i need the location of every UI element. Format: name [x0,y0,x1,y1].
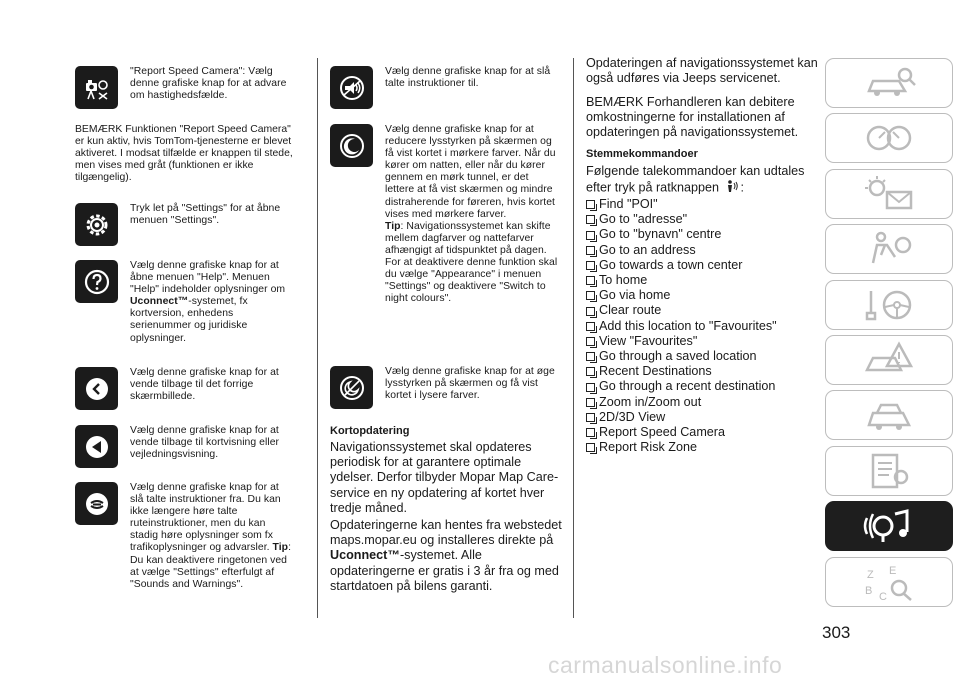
checkbox-bullet-icon [586,276,595,285]
gear-icon [75,203,118,246]
voice-commands-intro-colon: : [740,180,745,195]
voice-command-label: Go to "adresse" [599,212,688,227]
voice-command-item [586,395,818,410]
voice-command-item [586,212,818,227]
voice-command-label: Add this location to "Favourites" [599,318,777,333]
report-speed-camera-note: BEMÆRK Funktionen "Report Speed Camera" er kun aktiv, hvis TomTom-tjenesterne er blevet aktiveret. I modsat tilfælde er knappen til stede, men vises med gråt (funktionen er ikke tilgængelig). [75,124,293,184]
index-icon [859,562,919,602]
voice-command-label: Go via home [599,288,671,303]
voice-command-label: Zoom in/Zoom out [599,394,702,409]
voice-command-label: Find "POI" [599,197,658,211]
voice-button-icon [725,179,739,197]
voice-command-item [586,425,818,440]
voice-command-label: Report Risk Zone [599,440,697,455]
airbag-safety-icon [859,229,919,269]
checkbox-bullet-icon [586,231,595,240]
car-dashboard-icon [859,118,919,158]
page-number: 303 [822,623,851,642]
voice-command-item [586,258,818,273]
checkbox-bullet-icon [586,215,595,224]
voice-command-label: Go to "bynavn" centre [599,227,722,242]
back-arrow-icon [75,367,118,410]
specifications-icon [859,451,919,491]
checkbox-bullet-icon [586,200,595,209]
warning-lights-icon [859,174,919,214]
voice-command-label: Go towards a town center [599,257,743,272]
voice-command-item [586,303,818,318]
voice-command-item [586,440,818,455]
svg-text:E: E [889,564,897,577]
chapter-tab-emergency[interactable] [825,335,953,385]
checkbox-bullet-icon [586,352,595,361]
settings-block [75,203,295,246]
column-divider-2 [573,58,574,618]
settings-text: Tryk let på "Settings" for at åbne menuen "Settings". [130,203,281,227]
voice-command-item [586,227,818,242]
report-speed-camera-block [75,66,295,109]
moon-icon [330,124,373,167]
checkbox-bullet-icon [586,383,595,392]
voice-command-label: Clear route [599,303,662,318]
dealer-note: BEMÆRK Forhandleren kan debitere omkostningerne for installationen af opdateringen på navigationssystemet. [586,95,799,140]
chapter-tab-car-dashboard[interactable] [825,113,953,163]
voice-on-icon [330,66,373,109]
car-info-icon [859,63,919,103]
chapter-tab-specifications[interactable] [825,446,953,496]
watermark: carmanualsonline.info [548,652,783,678]
mute-tip-label: Tip [272,542,289,554]
voice-command-label: Go through a recent destination [599,379,776,394]
service-paragraph: Opdateringen af navigationssystemet kan også udføres via Jeeps servicenet. [586,56,818,86]
map-update-heading: Kortopdatering [330,425,410,437]
mute-text-part1: Vælg denne grafiske knap for at slå talte instruktioner fra. Du kan ikke længere høre talte ruteinstruktioner, men du kan stadig høre oplysninger som fx trafikoplysninger og advarsler. [130,482,281,554]
chapter-tab-airbag-safety[interactable] [825,224,953,274]
svg-text:C: C [879,590,887,602]
voice-command-item [586,288,818,303]
checkbox-bullet-icon [586,246,595,255]
voice-command-item [586,197,818,212]
chapter-tab-multimedia[interactable] [825,501,953,551]
svg-text:B: B [865,584,873,597]
night-mode-block [330,124,560,305]
svg-text:Z: Z [867,568,874,581]
voice-command-label: Recent Destinations [599,364,712,379]
day-mode-block [330,366,560,409]
voice-commands-intro [586,164,818,197]
column-divider-1 [317,58,318,618]
voice-commands-heading: Stemmekommandoer [586,148,698,160]
help-text [130,260,295,345]
mute-voice-icon [75,482,118,525]
night-mode-text-part2: : Navigationssystemet kan skifte mellem dagfarver og nattefarver afhængigt af tidspunktet på dagen. For at deaktivere denne funktion skal du vælge "Appearance" i menuen "Settings" og deaktivere "Switch to night colours". [385,220,558,305]
night-mode-text [385,124,560,305]
chapter-tab-steering-key[interactable] [825,280,953,330]
voice-command-item [586,243,818,258]
chapter-tab-car-maintenance[interactable] [825,390,953,440]
emergency-icon [859,340,919,380]
chapter-tab-car-info[interactable] [825,58,953,108]
help-brand: Uconnect™ [130,296,189,308]
night-mode-text-part1: Vælg denne grafiske knap for at reducere lysstyrken på skærmen og få vist kortet i mørkere farver. Når du kører om natten, eller når du kører gennem en mørk tunnel, er det lettere at få vist skærmen og mindre distraherende for føreren, hvis kortet vises med mørkere farver. [385,124,556,220]
voice-command-list [586,197,818,455]
back-previous-block [75,367,295,410]
night-tip-label: Tip [385,220,401,232]
back-map-text: Vælg denne grafiske knap for at vende tilbage til kortvisning eller vejledningsvisning. [130,425,280,461]
day-mode-text: Vælg denne grafiske knap for at øge lysstyrken på skærmen og få vist kortet i lysere farver. [385,366,555,402]
mute-text-part2: : Du kan deaktivere ringetonen ved at vælge "Settings" efterfulgt af "Sounds and Warnings". [130,542,292,590]
checkbox-bullet-icon [586,428,595,437]
unmute-text: Vælg denne grafiske knap for at slå talte instruktioner til. [385,66,551,90]
voice-command-item [586,334,818,349]
voice-command-label: Report Speed Camera [599,425,726,440]
help-icon [75,260,118,303]
mute-text [130,482,295,591]
back-previous-text: Vælg denne grafiske knap for at vende tilbage til det forrige skærmbillede. [130,367,279,403]
unmute-block [330,66,560,109]
help-text-part2: -systemet, fx kortversion, enhedens serienummer og juridiske oplysninger. [130,296,248,344]
checkbox-bullet-icon [586,443,595,452]
day-mode-icon [330,366,373,409]
back-map-block [75,425,295,468]
map-update-paragraph-2-part1: Opdateringerne kan hentes fra webstedet maps.mopar.eu og installeres direkte på [330,518,562,548]
map-update-paragraph-1: Navigationssystemet skal opdateres periodisk for at garantere optimale ydelser. Derfor tilbyder Mopar Map Care-service en ny opdatering af kortet hver tredje måned. [330,440,559,515]
steering-key-icon [859,285,919,325]
voice-command-item [586,379,818,394]
chapter-tab-index[interactable] [825,557,953,607]
map-update-paragraph-2-part2: -systemet. Alle opdateringerne er gratis i 3 år fra og med startdatoen på bilens garanti. [330,548,559,593]
voice-commands-intro-text: Følgende talekommandoer kan udtales efter tryk på ratknappen [586,164,805,195]
voice-command-item [586,319,818,334]
voice-command-label: To home [599,273,648,288]
checkbox-bullet-icon [586,291,595,300]
car-maintenance-icon [859,395,919,435]
speed-camera-icon [75,66,118,109]
checkbox-bullet-icon [586,337,595,346]
voice-command-label: View "Favourites" [599,333,698,348]
chapter-tab-warning-lights[interactable] [825,169,953,219]
checkbox-bullet-icon [586,413,595,422]
voice-command-label: Go to an address [599,242,696,257]
mute-block [75,482,295,591]
checkbox-bullet-icon [586,261,595,270]
voice-command-item [586,349,818,364]
navigation-arrow-icon [75,425,118,468]
map-update-brand: Uconnect™ [330,548,400,563]
voice-command-label: Go through a saved location [599,349,757,364]
report-speed-camera-text: "Report Speed Camera": Vælg denne grafiske knap for at advare om hastighedsfælde. [130,66,287,102]
help-text-part1: Vælg denne grafiske knap for at åbne menuen "Help". Menuen "Help" indeholder oplysninger om [130,260,286,296]
voice-command-label: 2D/3D View [599,409,666,424]
multimedia-icon [859,506,919,546]
voice-command-item [586,364,818,379]
chapter-tabs [825,58,957,612]
voice-command-item [586,273,818,288]
help-block [75,260,295,345]
checkbox-bullet-icon [586,322,595,331]
checkbox-bullet-icon [586,398,595,407]
checkbox-bullet-icon [586,307,595,316]
voice-command-item [586,410,818,425]
map-update-paragraph-2 [330,518,565,594]
checkbox-bullet-icon [586,367,595,376]
